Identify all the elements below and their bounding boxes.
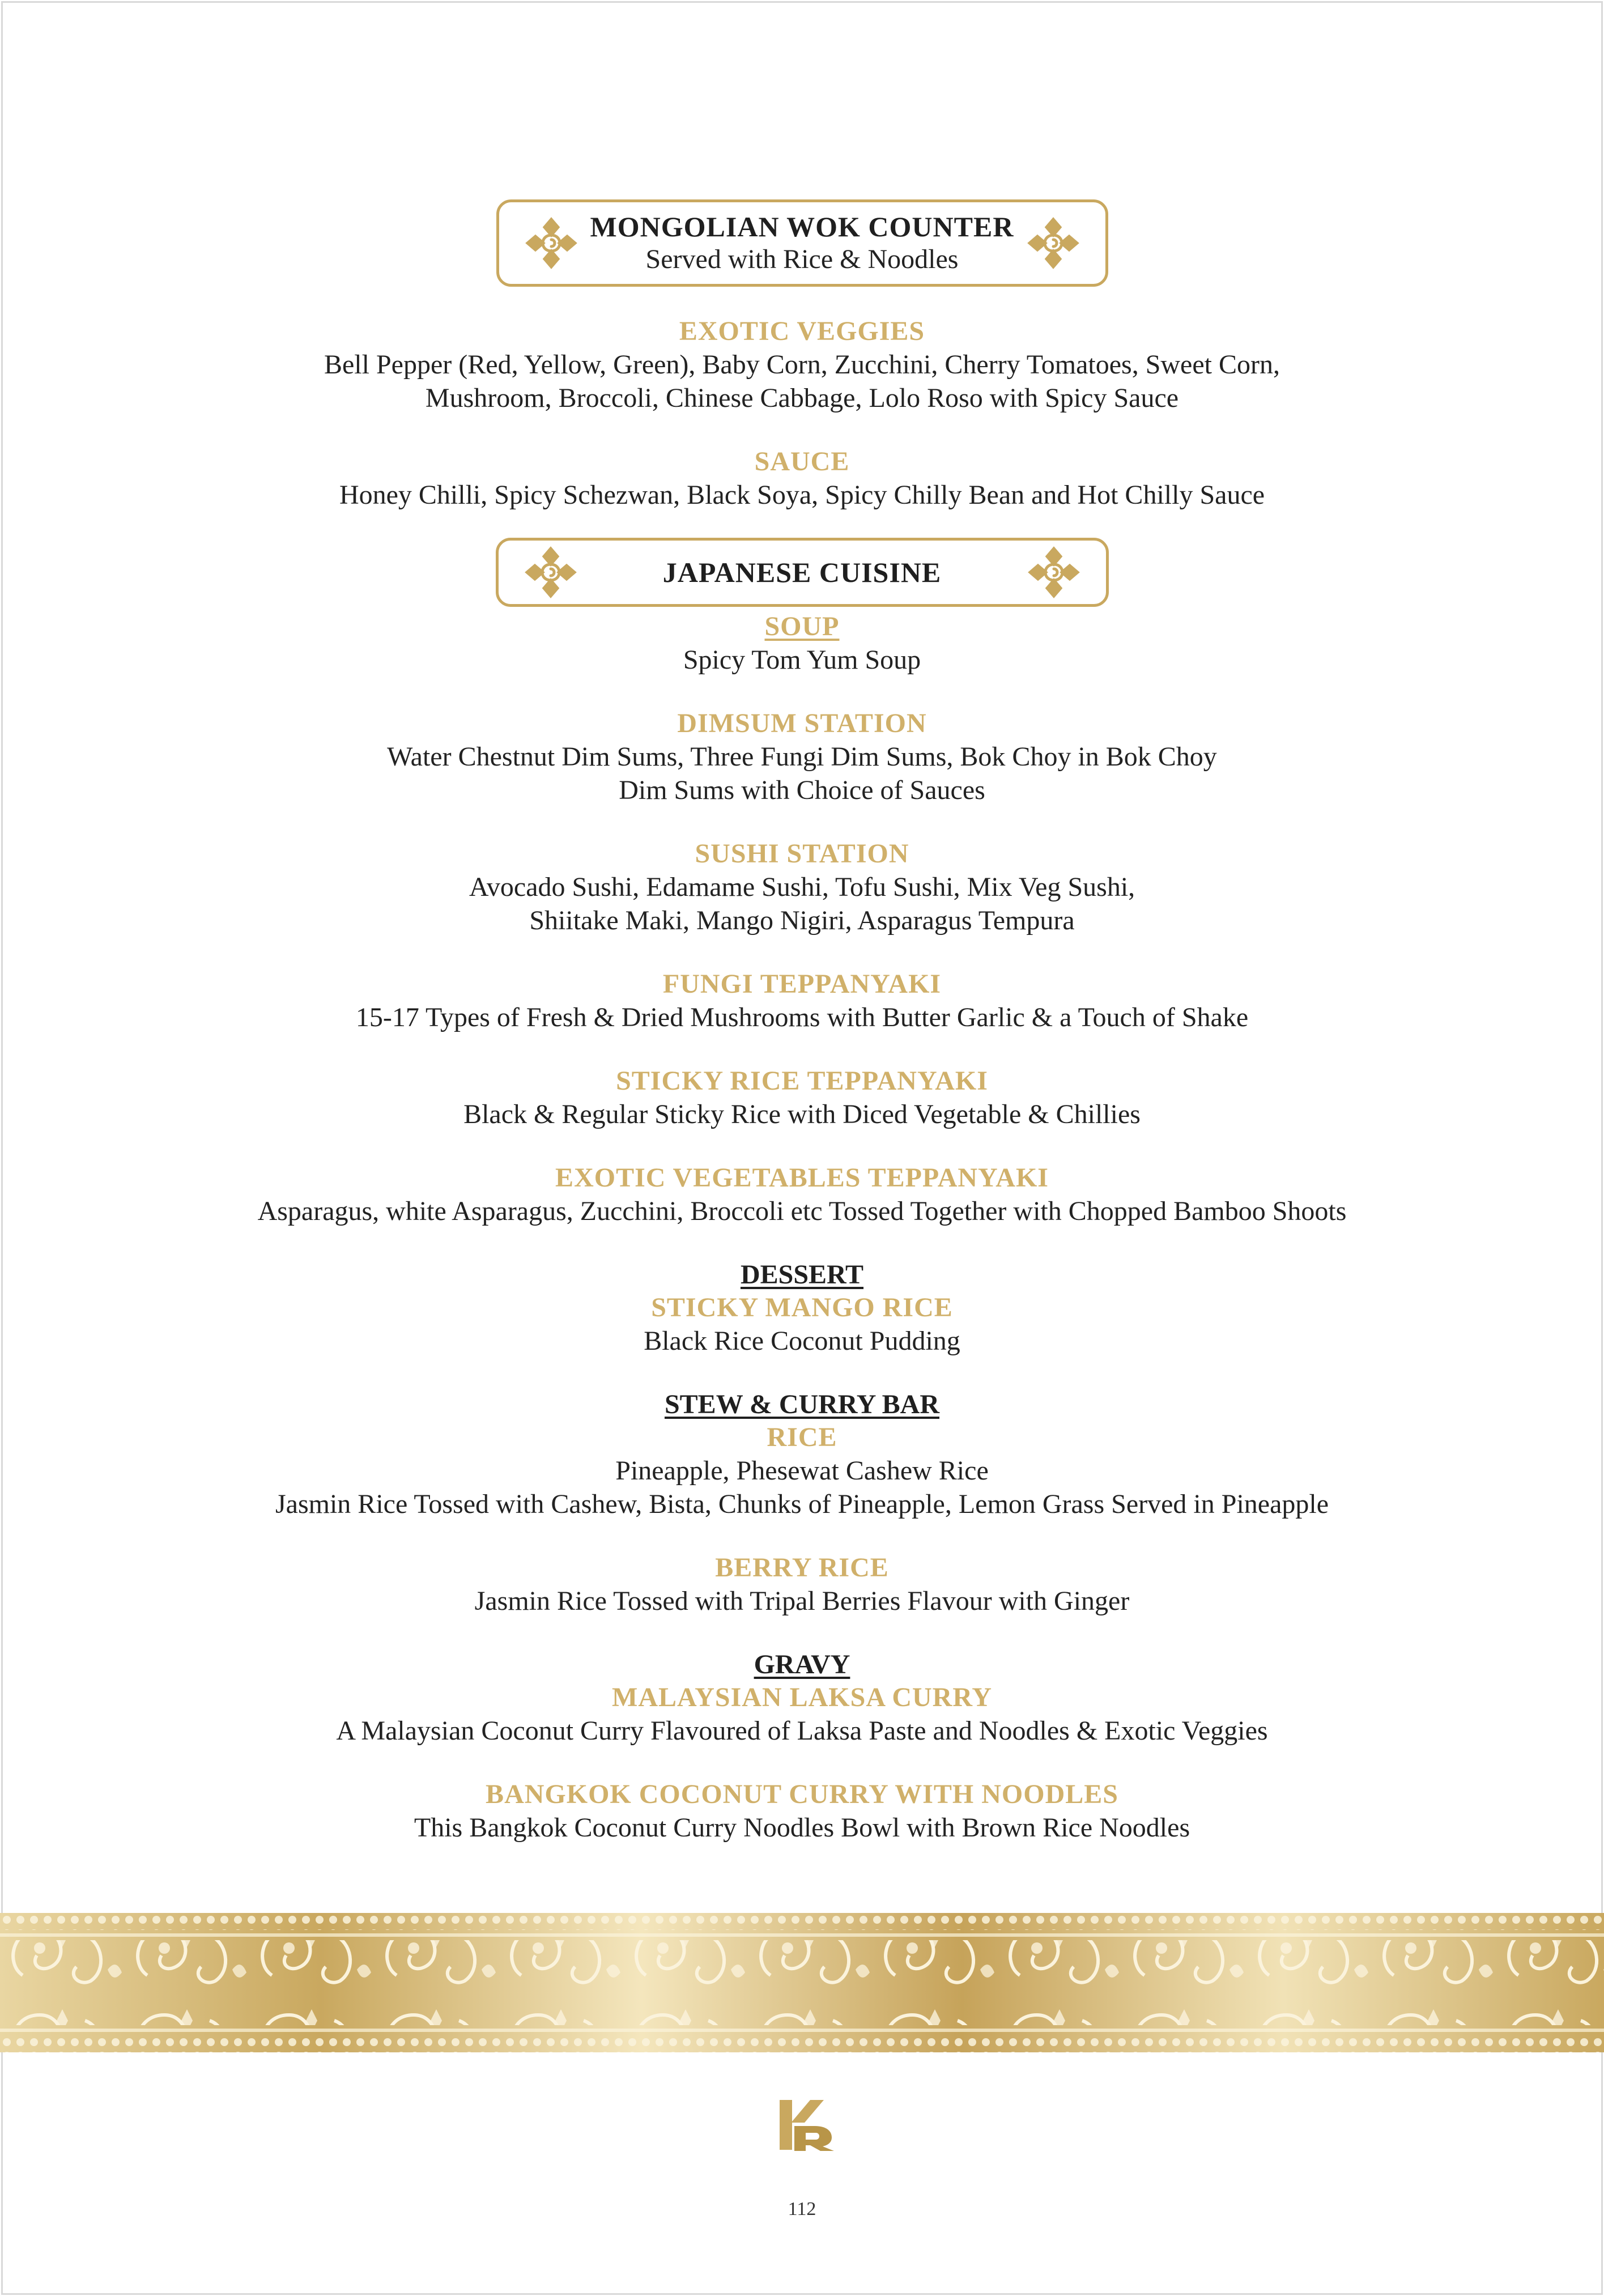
page-number: 112 — [788, 2199, 816, 2220]
stew-curry-section — [0, 1388, 1604, 1521]
gravy-section — [0, 1648, 1604, 1747]
item-line: Pineapple, Phesewat Cashew Rice — [615, 1456, 989, 1486]
soup-section — [0, 610, 1604, 677]
paisley-pattern — [0, 1913, 1604, 2052]
dessert-section — [0, 1258, 1604, 1358]
damask-ornament-icon — [1025, 215, 1082, 271]
item-line: Dim Sums with Choice of Sauces — [619, 775, 985, 805]
item-line: Black Rice Coconut Pudding — [644, 1326, 960, 1356]
item-line: 15-17 Types of Fresh & Dried Mushrooms with Butter Garlic & a Touch of Shake — [355, 1002, 1249, 1032]
section-heading: SOUP — [764, 611, 840, 641]
item-line: A Malaysian Coconut Curry Flavoured of Laksa Paste and Noodles & Exotic Veggies — [336, 1716, 1268, 1746]
banner-title: MONGOLIAN WOK COUNTER — [590, 211, 1014, 243]
section-heading: STICKY MANGO RICE — [651, 1292, 953, 1323]
section-heading: MALAYSIAN LAKSA CURRY — [612, 1682, 992, 1712]
menu-content — [0, 199, 1604, 1844]
category-heading: STEW & CURRY BAR — [664, 1389, 940, 1419]
exotic-vegetables-teppanyaki-section — [0, 1162, 1604, 1228]
item-line: Mushroom, Broccoli, Chinese Cabbage, Lolo Roso with Spicy Sauce — [425, 383, 1179, 413]
sticky-rice-teppanyaki-section — [0, 1065, 1604, 1131]
item-line: Honey Chilli, Spicy Schezwan, Black Soya, Spicy Chilly Bean and Hot Chilly Sauce — [339, 480, 1265, 510]
sushi-section — [0, 837, 1604, 937]
exotic-veggies-section — [0, 315, 1604, 415]
section-heading: BERRY RICE — [715, 1553, 889, 1583]
item-line: Spicy Tom Yum Soup — [683, 645, 921, 675]
category-heading: DESSERT — [740, 1260, 864, 1290]
sauce-section — [0, 445, 1604, 512]
item-line: Black & Regular Sticky Rice with Diced Vegetable & Chillies — [463, 1099, 1141, 1129]
section-heading: DIMSUM STATION — [677, 708, 927, 738]
item-line: Water Chestnut Dim Sums, Three Fungi Dim Sums, Bok Choy in Bok Choy — [387, 742, 1217, 772]
section-heading: SUSHI STATION — [695, 839, 909, 869]
fungi-teppanyaki-section — [0, 968, 1604, 1034]
dimsum-section — [0, 707, 1604, 807]
item-line: Shiitake Maki, Mango Nigiri, Asparagus Tempura — [529, 905, 1075, 936]
section-heading: SAUCE — [754, 447, 850, 477]
item-line: Bell Pepper (Red, Yellow, Green), Baby Corn, Zucchini, Cherry Tomatoes, Sweet Corn, — [324, 350, 1280, 380]
section-heading: STICKY RICE TEPPANYAKI — [616, 1066, 988, 1096]
japanese-cuisine-banner — [496, 538, 1109, 607]
item-line: Jasmin Rice Tossed with Cashew, Bista, Chunks of Pineapple, Lemon Grass Served in Pineapple — [275, 1489, 1329, 1519]
section-heading: FUNGI TEPPANYAKI — [662, 969, 942, 999]
damask-ornament-icon — [522, 544, 579, 601]
item-line: Jasmin Rice Tossed with Tripal Berries Flavour with Ginger — [474, 1586, 1130, 1616]
section-heading: EXOTIC VEGGIES — [679, 316, 925, 346]
section-heading: RICE — [767, 1422, 837, 1452]
section-heading: EXOTIC VEGETABLES TEPPANYAKI — [555, 1163, 1049, 1193]
banner-subtitle: Served with Rice & Noodles — [645, 244, 959, 274]
category-heading: GRAVY — [754, 1649, 850, 1680]
berry-rice-section — [0, 1551, 1604, 1618]
item-line: Avocado Sushi, Edamame Sushi, Tofu Sushi, Mix Veg Sushi, — [469, 872, 1135, 902]
section-heading: BANGKOK COCONUT CURRY WITH NOODLES — [486, 1779, 1118, 1809]
bangkok-curry-section — [0, 1778, 1604, 1844]
item-line: Asparagus, white Asparagus, Zucchini, Broccoli etc Tossed Together with Chopped Bamboo Shoots — [257, 1196, 1347, 1226]
mongolian-wok-banner — [496, 199, 1108, 287]
damask-ornament-icon — [523, 215, 580, 271]
decorative-border — [0, 1913, 1604, 2052]
kr-monogram-logo — [775, 2097, 837, 2153]
banner-title: JAPANESE CUISINE — [662, 556, 942, 588]
damask-ornament-icon — [1026, 544, 1082, 601]
item-line: This Bangkok Coconut Curry Noodles Bowl with Brown Rice Noodles — [414, 1813, 1190, 1843]
